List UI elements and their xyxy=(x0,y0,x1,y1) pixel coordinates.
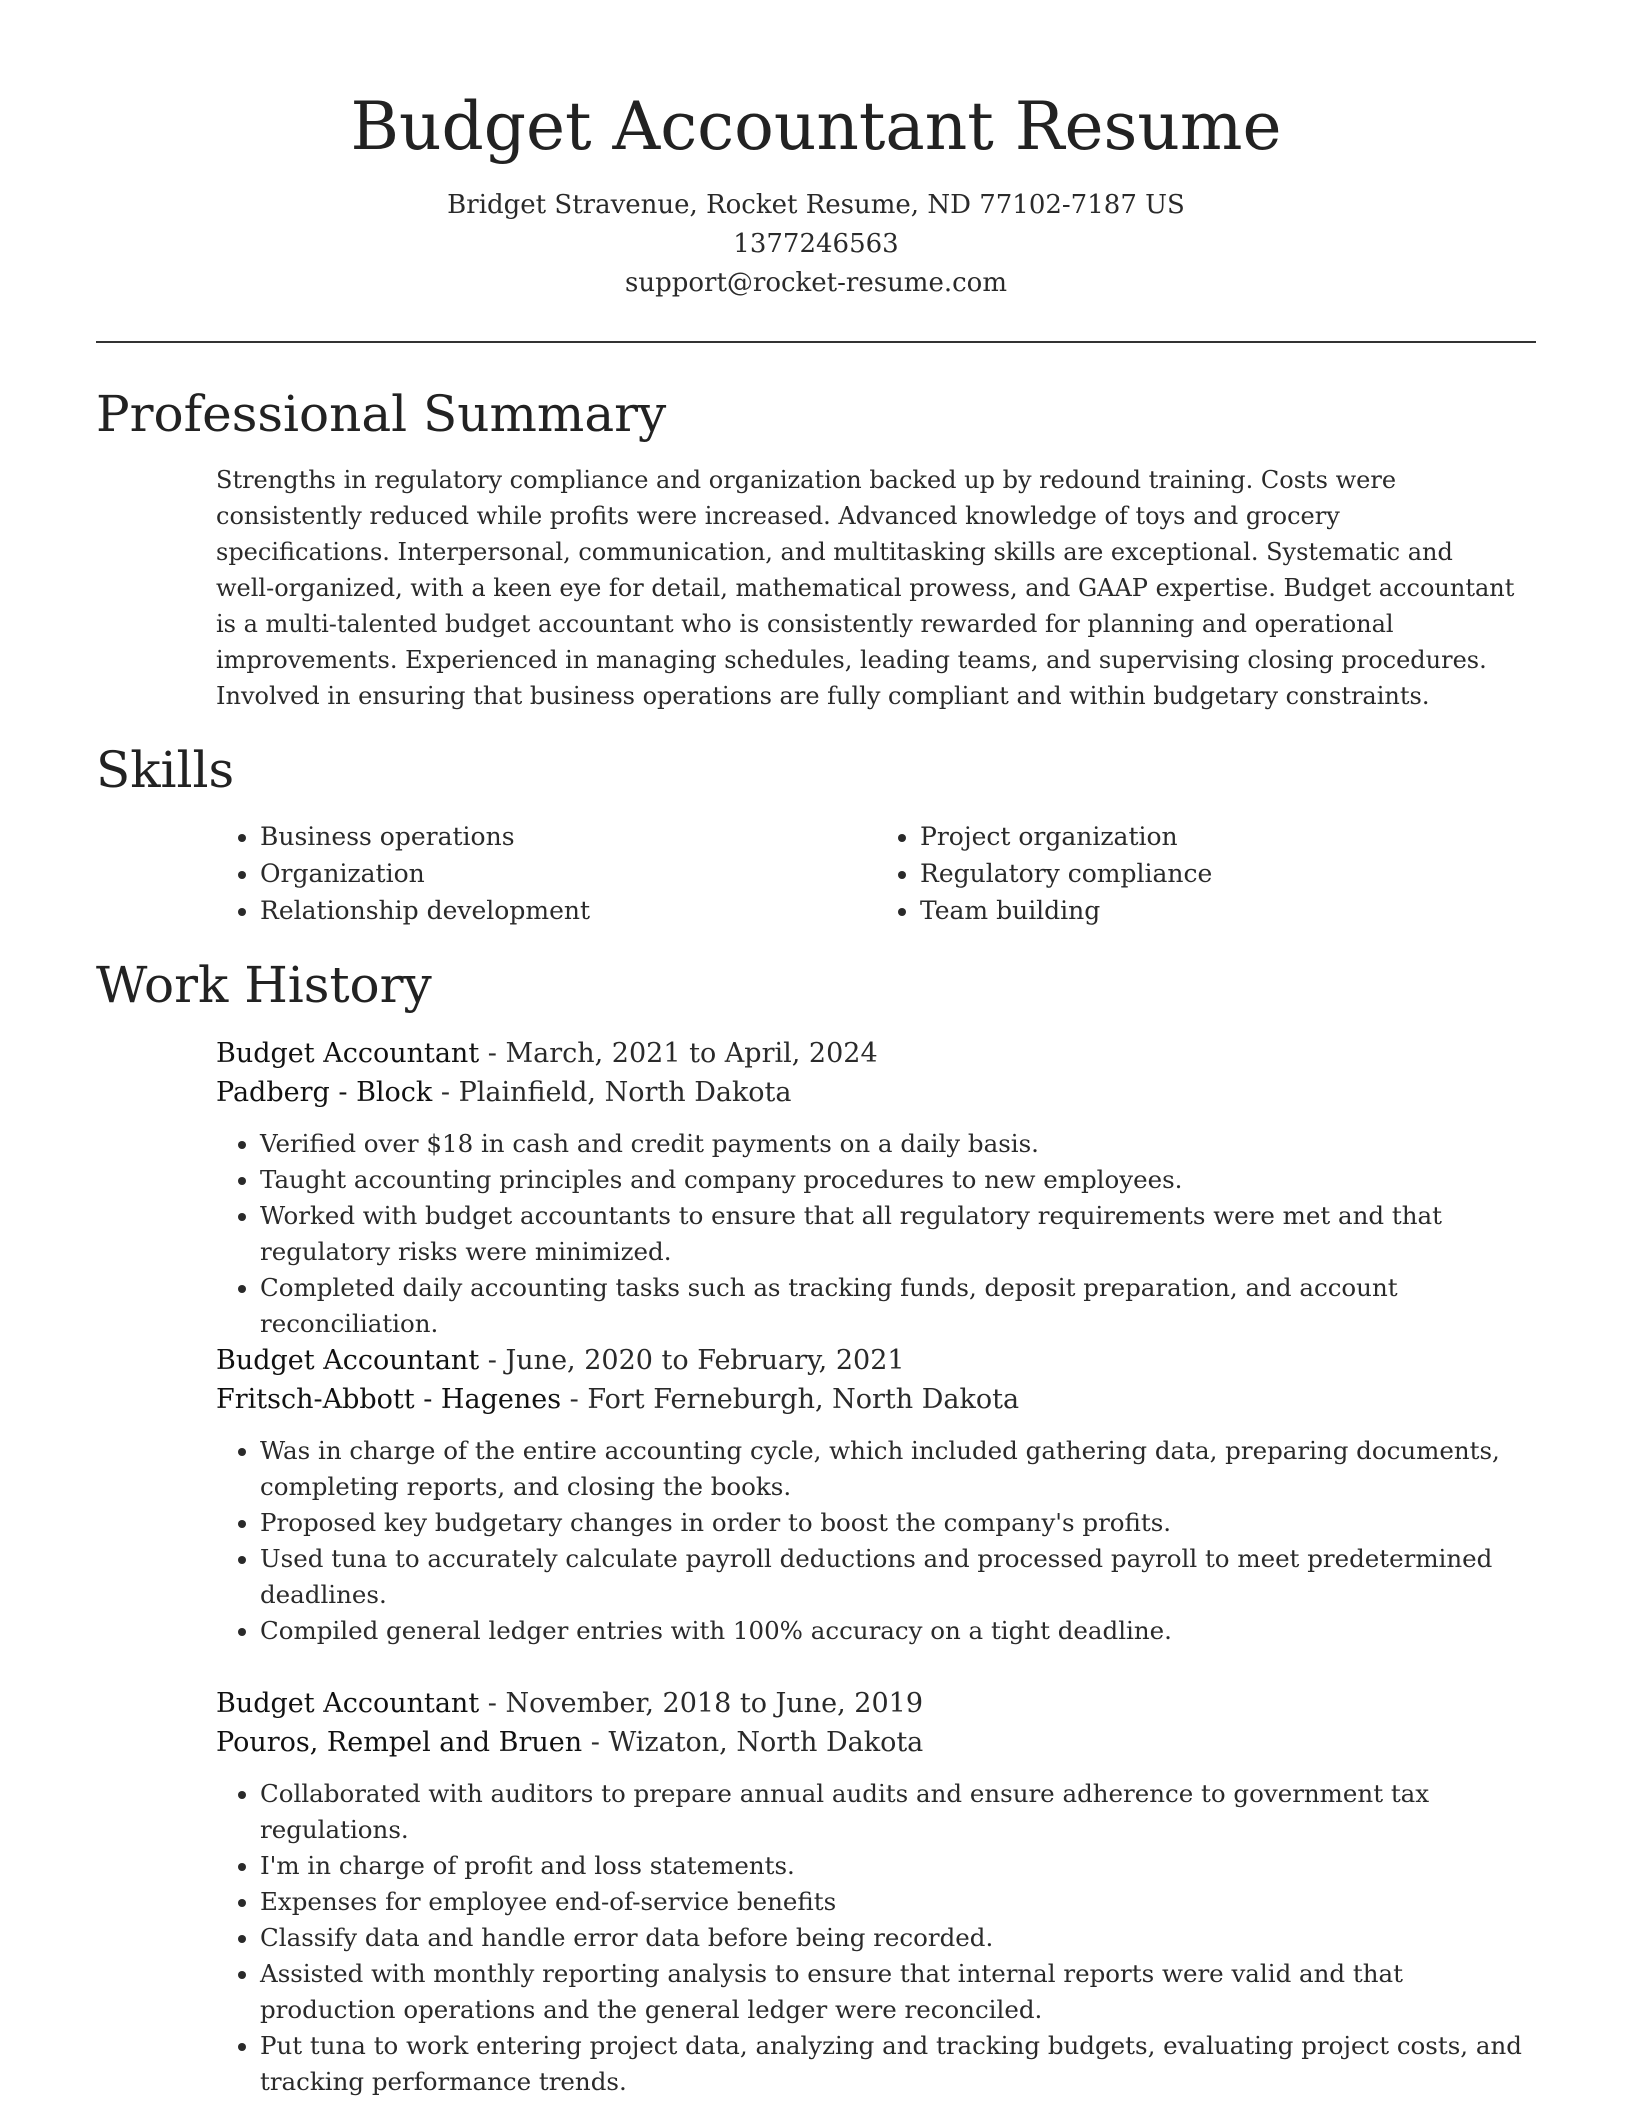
job-title-line xyxy=(216,1034,1536,1073)
job-location: - Wizaton, North Dakota xyxy=(590,1727,924,1758)
skills-column-right xyxy=(876,818,1536,929)
contact-email: support@rocket-resume.com xyxy=(624,268,1007,298)
resume-header xyxy=(0,0,1632,303)
job-location: - Plainfield, North Dakota xyxy=(440,1077,792,1108)
summary-heading: Professional Summary xyxy=(96,385,667,443)
skill-item: • Project organization xyxy=(920,818,1536,855)
list-item: • Assisted with monthly reporting analysis to ensure that internal reports were valid and that production operations and the general ledger were reconciled. xyxy=(260,1956,1536,2028)
skill-item: • Relationship development xyxy=(260,892,876,929)
job-title-line xyxy=(216,1341,1536,1380)
job-dates: - June, 2020 to February, 2021 xyxy=(487,1345,905,1376)
list-item: • Used tuna to accurately calculate payroll deductions and processed payroll to meet predetermined deadlines. xyxy=(260,1541,1536,1613)
list-item: • Proposed key budgetary changes in order to boost the company's profits. xyxy=(260,1505,1536,1541)
list-item: • Taught accounting principles and company procedures to new employees. xyxy=(260,1162,1536,1198)
job-company-line xyxy=(216,1073,1536,1112)
list-item: • Compiled general ledger entries with 100% accuracy on a tight deadline. xyxy=(260,1613,1536,1649)
skill-item: • Organization xyxy=(260,855,876,892)
contact-phone: 1377246563 xyxy=(733,229,899,259)
list-item: • Put tuna to work entering project data, analyzing and tracking budgets, evaluating project costs, and tracking performance trends. xyxy=(260,2028,1536,2100)
job-company-line xyxy=(216,1380,1536,1419)
skill-item: • Regulatory compliance xyxy=(920,855,1536,892)
contact-address: Bridget Stravenue, Rocket Resume, ND 77102-7187 US xyxy=(447,190,1185,220)
job-title-line xyxy=(216,1684,1536,1723)
contact-block xyxy=(0,186,1632,303)
list-item: • Classify data and handle error data before being recorded. xyxy=(260,1920,1536,1956)
job-company: Pouros, Rempel and Bruen xyxy=(216,1727,583,1758)
job-company: Padberg - Block xyxy=(216,1077,433,1108)
job-title: Budget Accountant xyxy=(216,1688,480,1719)
job-entry xyxy=(216,1684,1536,2100)
skill-item: • Team building xyxy=(920,892,1536,929)
list-item: • Completed daily accounting tasks such as tracking funds, deposit preparation, and account reconciliation. xyxy=(260,1270,1536,1342)
list-item: • Verified over $18 in cash and credit payments on a daily basis. xyxy=(260,1126,1536,1162)
job-bullets xyxy=(216,1776,1536,2100)
job-entry xyxy=(216,1341,1536,1649)
list-item: • I'm in charge of profit and loss statements. xyxy=(260,1848,1536,1884)
job-dates: - March, 2021 to April, 2024 xyxy=(487,1038,878,1069)
job-title: Budget Accountant xyxy=(216,1345,480,1376)
job-bullets xyxy=(216,1126,1536,1342)
page-title: Budget Accountant Resume xyxy=(350,88,1282,165)
job-bullets xyxy=(216,1433,1536,1649)
skills-heading: Skills xyxy=(96,741,235,799)
job-company-line xyxy=(216,1723,1536,1762)
skills-column-left xyxy=(216,818,876,929)
list-item: • Worked with budget accountants to ensure that all regulatory requirements were met and that regulatory risks were minimized. xyxy=(260,1198,1536,1270)
work-heading: Work History xyxy=(96,956,432,1014)
list-item: • Collaborated with auditors to prepare annual audits and ensure adherence to government tax regulations. xyxy=(260,1776,1536,1848)
job-title: Budget Accountant xyxy=(216,1038,480,1069)
job-entry xyxy=(216,1034,1536,1342)
list-item: • Expenses for employee end-of-service benefits xyxy=(260,1884,1536,1920)
header-divider xyxy=(96,341,1536,343)
summary-text: Strengths in regulatory compliance and organization backed up by redound training. Costs were consistently reduced while profits were increased. Advanced knowledge of toys and grocery specifications. Interpersonal, communication, and multitasking skills are exceptional. Systematic and well-organized, with a keen eye for detail, mathematical prowess, and GAAP expertise. Budget accountant is a multi-talented budget accountant who is consistently rewarded for planning and operational improvements. Experienced in managing schedules, leading teams, and supervising closing procedures. Involved in ensuring that business operations are fully compliant and within budgetary constraints. xyxy=(216,466,1515,710)
job-dates: - November, 2018 to June, 2019 xyxy=(487,1688,923,1719)
job-location: - Fort Ferneburgh, North Dakota xyxy=(569,1384,1020,1415)
skill-item: • Business operations xyxy=(260,818,876,855)
list-item: • Was in charge of the entire accounting cycle, which included gathering data, preparing documents, completing reports, and closing the books. xyxy=(260,1433,1536,1505)
job-company: Fritsch-Abbott - Hagenes xyxy=(216,1384,562,1415)
skills-list xyxy=(216,818,1536,929)
